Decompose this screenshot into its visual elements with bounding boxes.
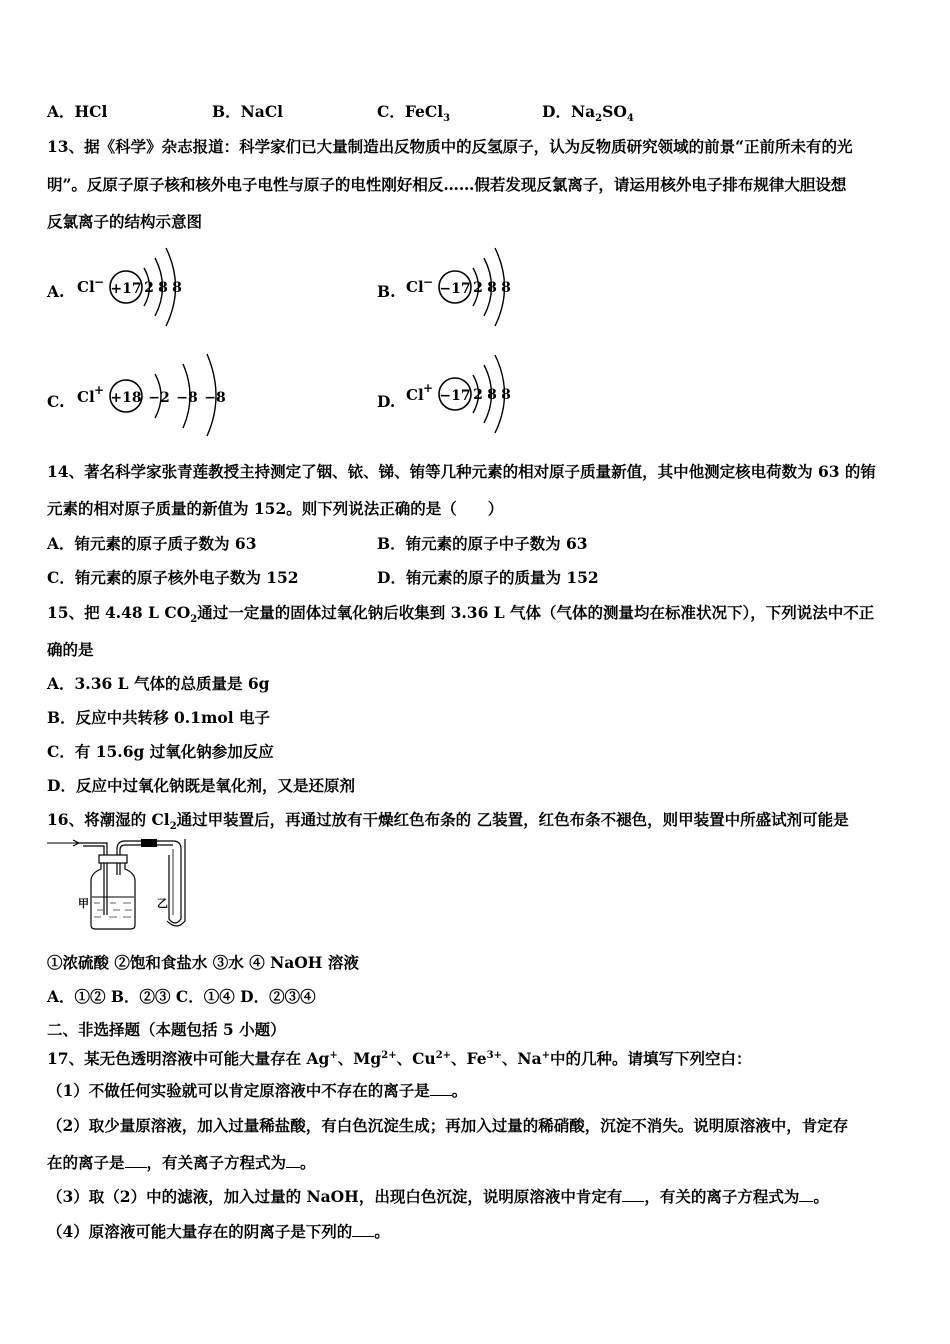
q13-option-d-diagram [404, 348, 524, 442]
shell-electrons: −8 [204, 390, 226, 406]
answer-blank[interactable] [286, 1153, 300, 1168]
q12-option-c: C．FeCl$_3$ [377, 102, 451, 125]
q14-option-c: C．铕元素的原子核外电子数为 152 [47, 568, 299, 587]
q13-stem-line2: 明”。反原子原子核和核外电子电性与原子的电性刚好相反……假若发现反氯离子，请运用核外电子排布规律大胆设想 [47, 175, 847, 194]
q13-option-b-diagram [404, 240, 524, 334]
q17-part3: （3）取（2）中的滤液，加入过量的 NaOH，出现白色沉淀，说明原溶液中肯定有 ，有关的离子方程式为 。 [47, 1187, 829, 1206]
q15-stem-line1: 15、把 4.48 L $CO_2$通过一定量的固体过氧化钠后收集到 3.36 L 气体（气体的测量均在标准状况下），下列说法中不正 [47, 603, 875, 626]
q13-option-b-label: B. [377, 282, 396, 301]
q17-part1: （1）不做任何实验就可以肯定原溶液中不存在的离子是 。 [47, 1081, 468, 1100]
answer-blank[interactable] [125, 1153, 147, 1168]
q16-reagents: ①浓硫酸 ②饱和食盐水 ③水 ④ NaOH 溶液 [47, 953, 359, 972]
ion-symbol: Cl [77, 278, 95, 296]
shell-electrons: 8 [501, 387, 511, 403]
section-heading: 二、非选择题（本题包括 5 小题） [47, 1020, 286, 1039]
q14-stem-line2: 元素的相对原子质量的新值为 152。则下列说法正确的是（ ） [47, 499, 504, 518]
q16-options: A．①② B．②③ C．①④ D．②③④ [47, 987, 316, 1006]
shell-electrons: 8 [158, 280, 168, 296]
q17-stem: 17、某无色透明溶液中可能大量存在 Ag+、$Mg^{2+}$、$Cu^{2+}$、$Fe^{3+}$、Na+中的几种。请填写下列空白： [47, 1049, 752, 1069]
q15-option-a: A．3.36 L 气体的总质量是 6g [47, 674, 270, 693]
q13-option-d-label: D. [377, 392, 396, 411]
q17-part2-line1: （2）取少量原溶液，加入过量稀盐酸，有白色沉淀生成；再加入过量的稀硝酸，沉淀不消失。说明原溶液中，肯定存 [47, 1116, 849, 1135]
gas-washing-bottle [91, 863, 135, 929]
shell-electrons: 8 [487, 280, 497, 296]
ion-symbol: Cl [77, 388, 95, 406]
q17-part4: （4）原溶液可能大量存在的阴离子是下列的 。 [47, 1222, 390, 1241]
shell-electrons: 2 [473, 280, 483, 296]
shell-electrons: 2 [144, 280, 154, 296]
shell-electrons: 2 [473, 387, 483, 403]
ion-charge: + [423, 381, 434, 395]
label-yi: 乙 [157, 897, 168, 910]
q13-stem-line1: 13、据《科学》杂志报道：科学家们已大量制造出反物质中的反氢原子，认为反物质研究领域的前景“正前所未有的光 [47, 137, 853, 156]
ion-charge: − [423, 275, 434, 289]
q15-option-b: B．反应中共转移 0.1mol 电子 [47, 708, 270, 727]
q15-stem-line2: 确的是 [47, 640, 94, 659]
shell-electrons: 8 [487, 387, 497, 403]
q13-option-a-diagram [75, 240, 195, 334]
ion-charge: + [94, 383, 105, 397]
q12-option-d: D．$Na_2SO_4$ [542, 102, 634, 125]
rubber-tube [141, 839, 157, 847]
q17-part2-line2: 在的离子是 ，有关离子方程式为 。 [47, 1153, 316, 1172]
ion-symbol: Cl [406, 278, 424, 296]
q13-option-c-diagram [75, 348, 235, 442]
answer-blank[interactable] [430, 1081, 452, 1096]
shell-electrons: 8 [172, 280, 182, 296]
test-tube-yi [169, 855, 181, 923]
q14-option-a: A．铕元素的原子质子数为 63 [47, 534, 257, 553]
nucleus-charge: +18 [110, 390, 142, 406]
q12-option-b: B．NaCl [212, 102, 284, 121]
q15-option-d: D．反应中过氧化钠既是氧化剂，又是还原剂 [47, 776, 355, 795]
q14-option-d: D．铕元素的原子的质量为 152 [377, 568, 599, 587]
label-jia: 甲 [78, 897, 89, 910]
nucleus-charge: +17 [110, 281, 142, 297]
q16-stem-line1: 16、将潮湿的 $Cl_2$通过甲装置后，再通过放有干燥红色布条的 乙装置，红色布条不褪色，则甲装置中所盛试剂可能是 [47, 810, 849, 833]
shell-electrons: −2 [148, 390, 170, 406]
q13-stem-line3: 反氯离子的结构示意图 [47, 212, 203, 231]
q14-stem-line1: 14、著名科学家张青莲教授主持测定了铟、铱、锑、铕等几种元素的相对原子质量新值，其中他测定核电荷数为 63 的铕 [47, 462, 876, 481]
shell-electrons: 8 [501, 280, 511, 296]
ion-charge: − [94, 275, 105, 289]
q13-option-c-label: C. [47, 392, 65, 411]
q13-option-a-label: A. [47, 282, 65, 301]
q12-option-a: A．HCl [47, 102, 108, 121]
shell-electrons: −8 [176, 390, 198, 406]
answer-blank[interactable] [799, 1187, 813, 1202]
ion-symbol: Cl [406, 386, 424, 404]
bottle-stopper [99, 855, 127, 863]
q14-option-b: B．铕元素的原子中子数为 63 [377, 534, 588, 553]
answer-blank[interactable] [622, 1187, 644, 1202]
q16-apparatus-diagram [45, 835, 205, 937]
answer-blank[interactable] [352, 1222, 374, 1237]
nucleus-charge: −17 [439, 388, 471, 404]
nucleus-charge: −17 [439, 281, 471, 297]
q15-option-c: C．有 15.6g 过氧化钠参加反应 [47, 742, 274, 761]
